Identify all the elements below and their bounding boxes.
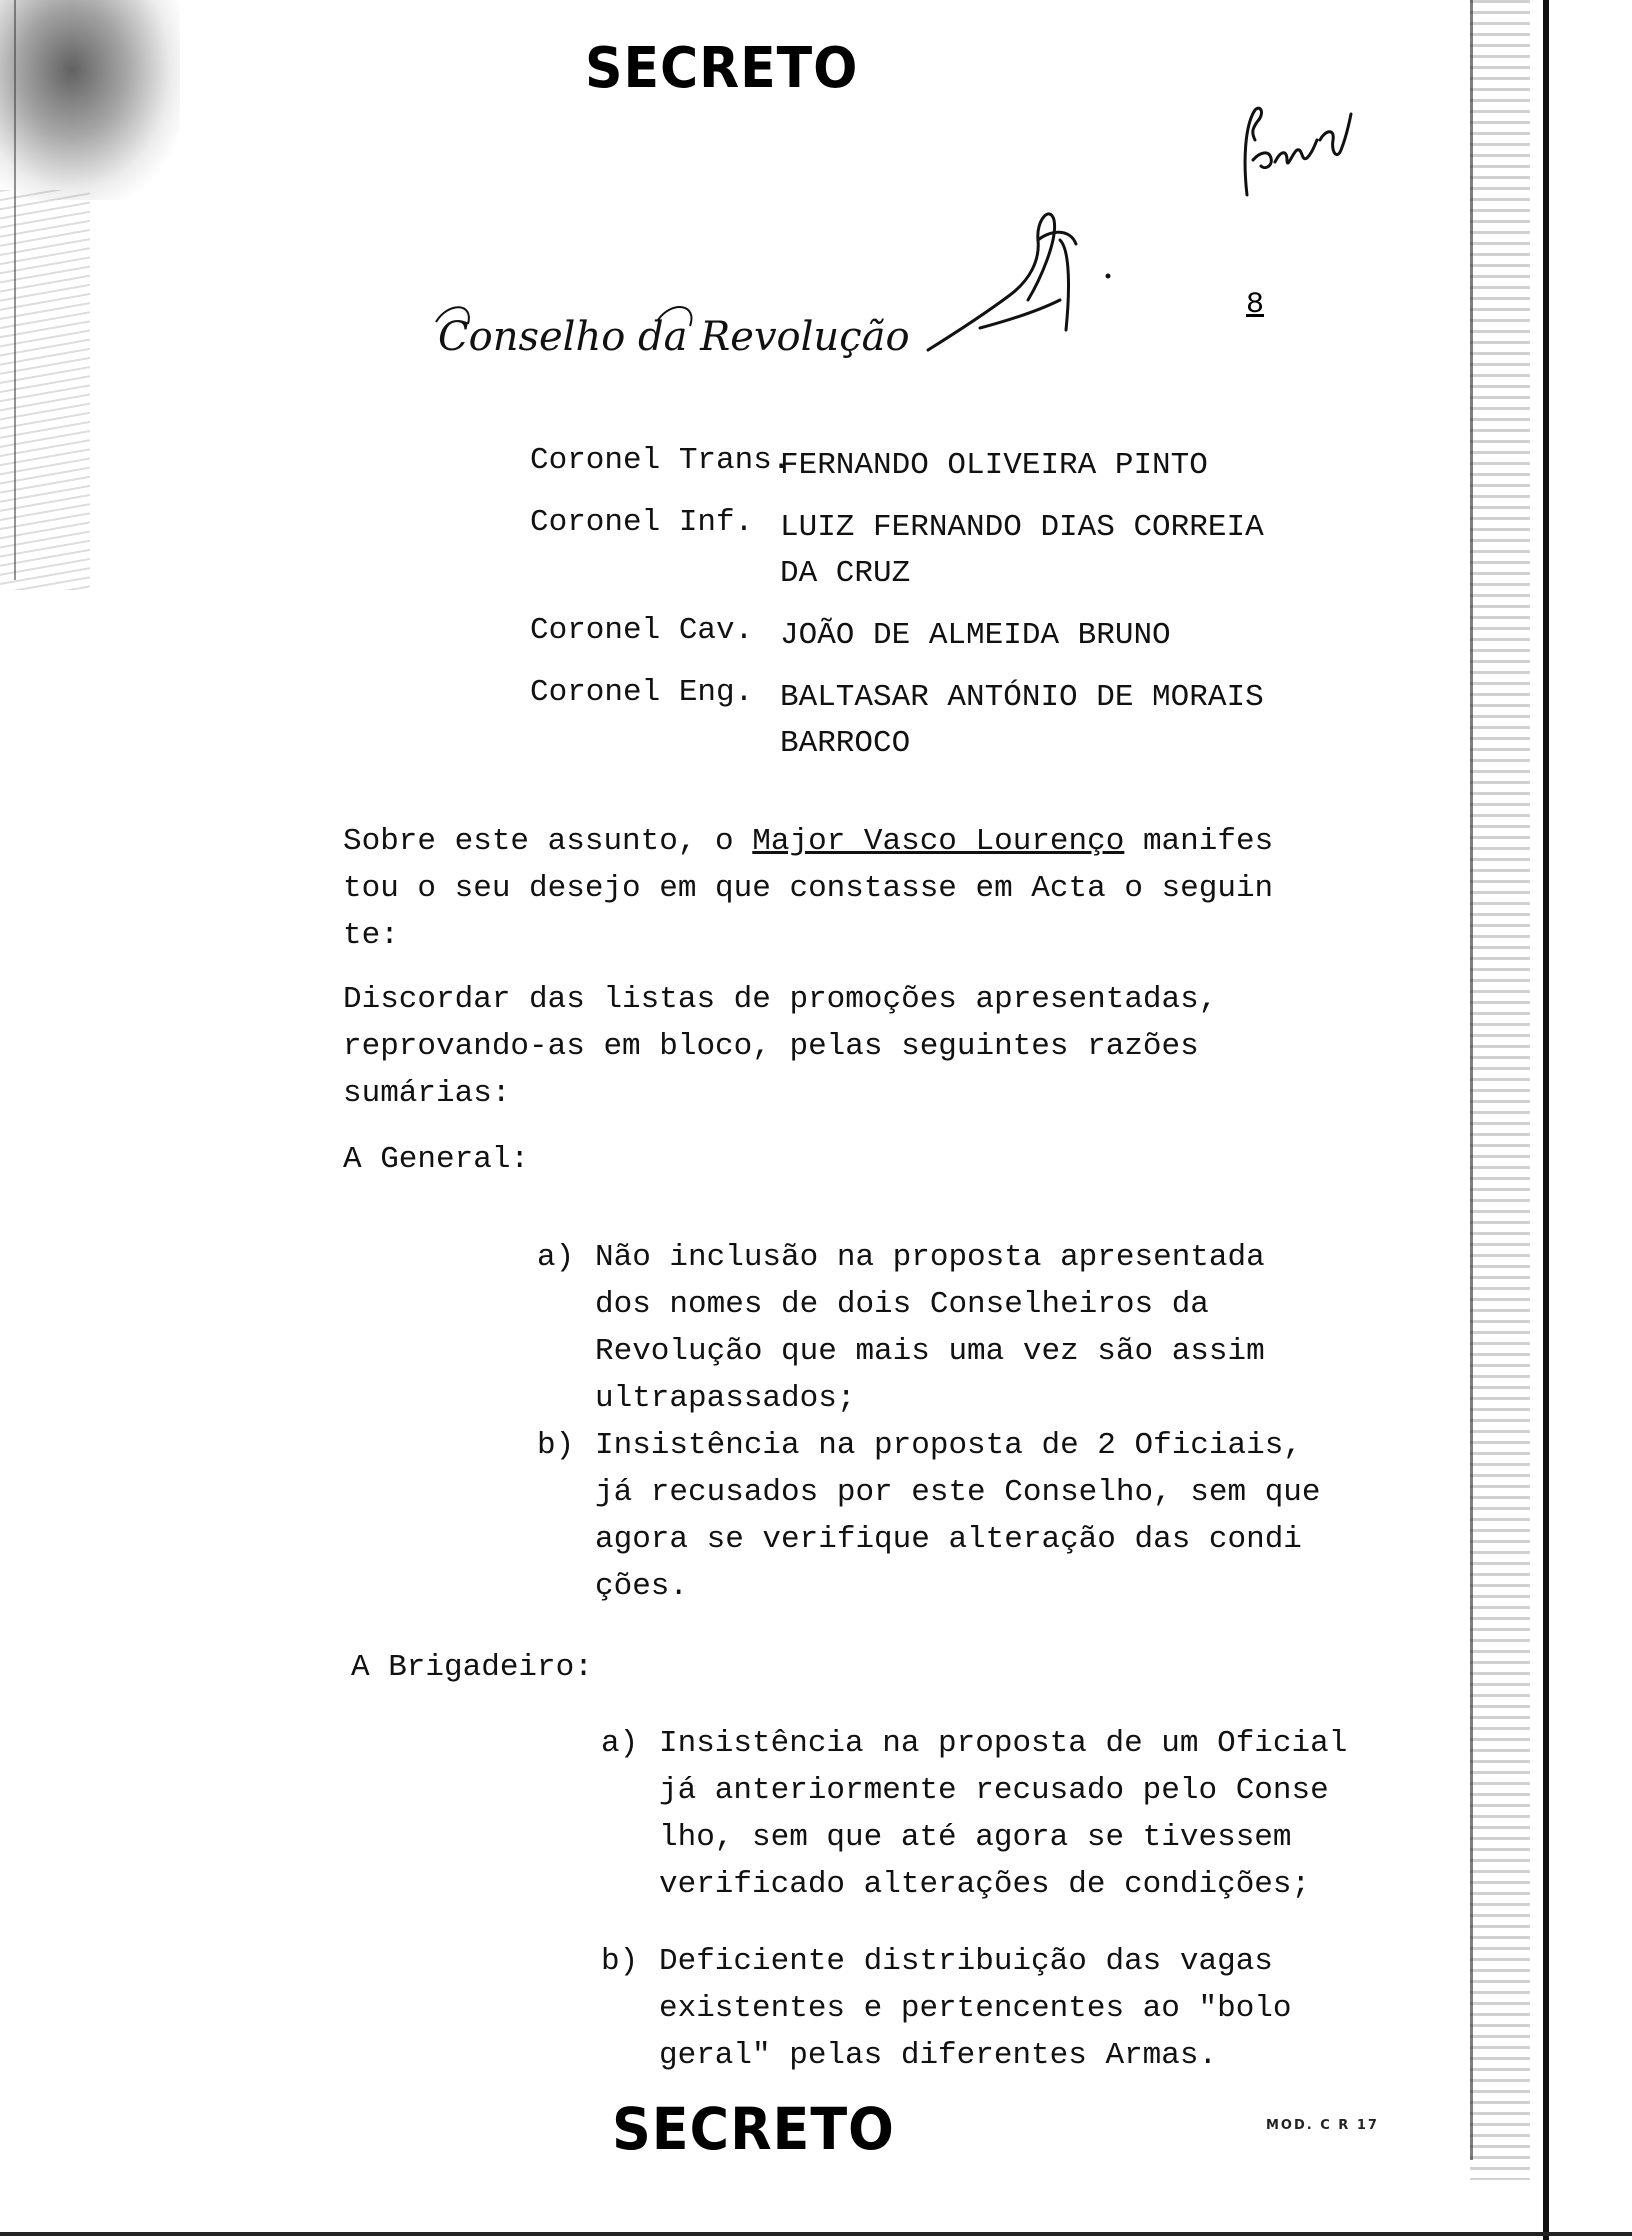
form-code: MOD. C R 17: [1266, 2118, 1379, 2133]
secret-stamp-bottom: SECRETO: [612, 2095, 895, 2163]
item-marker: b): [601, 1944, 639, 1979]
member-name: FERNANDO OLIVEIRA PINTO: [780, 448, 1208, 483]
svg-text:Conselho da Revolução: Conselho da Revolução: [438, 314, 910, 360]
paragraph-line: Discordar das listas de promoções apresentadas,: [343, 982, 1218, 1017]
page-number: 8: [1246, 288, 1265, 322]
intro-paragraph: [343, 818, 1273, 959]
scan-bottom-line: [0, 2232, 1632, 2236]
member-name-continued: BARROCO: [780, 726, 911, 761]
member-name: BALTASAR ANTÓNIO DE MORAIS: [780, 680, 1264, 715]
member-name-continued: DA CRUZ: [780, 556, 911, 591]
scan-right-bar: [1543, 0, 1549, 2240]
member-rank: Coronel Cav.: [530, 613, 754, 648]
member-name: JOÃO DE ALMEIDA BRUNO: [780, 618, 1171, 653]
paragraph-line: reprovando-as em bloco, pelas seguintes razões: [343, 1029, 1199, 1064]
item-text: Insistência na proposta de 2 Oficiais, já recusados por este Conselho, sem que agora se verifique alteração das condi ções.: [595, 1428, 1321, 1604]
section-heading-general: A General:: [343, 1142, 530, 1177]
item-marker: a): [537, 1240, 575, 1275]
letterhead: [428, 282, 928, 392]
section-heading-brigadeiro: A Brigadeiro:: [351, 1650, 593, 1685]
scan-left-edge: [14, 0, 16, 580]
letterhead-script-logo: [428, 282, 928, 392]
item-text: Deficiente distribuição das vagas existentes e pertencentes ao "bolo geral" pelas diferentes Armas.: [659, 1944, 1292, 2073]
item-marker: b): [537, 1428, 575, 1463]
scan-smudge: [0, 0, 180, 200]
item-marker: a): [601, 1726, 639, 1761]
scan-right-line: [1470, 0, 1473, 2160]
paragraph-line: Sobre este assunto, o Major Vasco Lourenço manifes: [343, 824, 1274, 859]
scan-speckle-right: [1470, 0, 1530, 2180]
paragraph-line: sumárias:: [343, 1076, 511, 1111]
handwritten-note-icon: [1225, 100, 1355, 210]
statement-paragraph: [343, 976, 1217, 1117]
member-rank: Coronel Inf.: [530, 505, 754, 540]
signature-icon: [920, 200, 1120, 360]
paragraph-line: te:: [343, 918, 399, 953]
item-text: Não inclusão na proposta apresentada dos nomes de dois Conselheiros da Revolução que mais uma vez são assim ultrapassados;: [595, 1240, 1265, 1416]
member-rank: Coronel Trans.: [530, 443, 791, 478]
underlined-name: Major Vasco Lourenço: [752, 824, 1125, 859]
item-text: Insistência na proposta de um Oficial já anteriormente recusado pelo Conse lho, sem que até agora se tivessem verificado alterações de condições;: [659, 1726, 1348, 1902]
member-name: LUIZ FERNANDO DIAS CORREIA: [780, 510, 1264, 545]
paragraph-line: tou o seu desejo em que constasse em Acta o seguin: [343, 871, 1274, 906]
secret-stamp-top: SECRETO: [585, 36, 859, 101]
member-rank: Coronel Eng.: [530, 675, 754, 710]
